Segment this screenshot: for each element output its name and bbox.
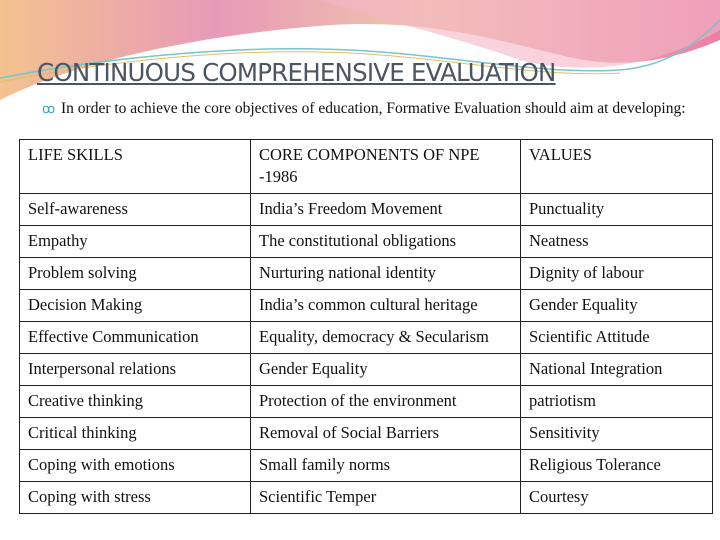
life-skill-cell: Decision Making [20,290,251,322]
core-component-cell: Nurturing national identity [251,258,521,290]
core-component-cell: Removal of Social Barriers [251,418,521,450]
life-skill-cell: Interpersonal relations [20,354,251,386]
value-cell: National Integration [521,354,713,386]
decorative-banner [0,0,720,110]
table-row [20,450,713,482]
value-cell: Neatness [521,226,713,258]
value-cell: Gender Equality [521,290,713,322]
table-row [20,194,713,226]
table-row [20,354,713,386]
table-header-row [20,140,713,194]
swirl-bullet-icon: ꝏ [42,101,56,116]
value-cell: Punctuality [521,194,713,226]
core-component-cell: India’s Freedom Movement [251,194,521,226]
life-skill-cell: Effective Communication [20,322,251,354]
table-row [20,226,713,258]
value-cell: patriotism [521,386,713,418]
life-skill-cell: Critical thinking [20,418,251,450]
value-cell: Religious Tolerance [521,450,713,482]
value-cell: Scientific Attitude [521,322,713,354]
table-row [20,386,713,418]
core-component-cell: The constitutional obligations [251,226,521,258]
value-cell: Sensitivity [521,418,713,450]
life-skill-cell: Problem solving [20,258,251,290]
core-component-cell: Gender Equality [251,354,521,386]
header-values: VALUES [521,140,713,194]
table-row [20,322,713,354]
core-component-cell: Scientific Temper [251,482,521,514]
value-cell: Courtesy [521,482,713,514]
value-cell: Dignity of labour [521,258,713,290]
header-life-skills: LIFE SKILLS [20,140,251,194]
table-row [20,258,713,290]
life-skill-cell: Coping with emotions [20,450,251,482]
cce-table [19,139,713,514]
intro-text: In order to achieve the core objectives of education, Formative Evaluation should aim at developing: [61,100,686,117]
core-component-cell: Protection of the environment [251,386,521,418]
life-skill-cell: Coping with stress [20,482,251,514]
table-row [20,418,713,450]
intro-bullet [42,99,692,118]
core-component-cell: Small family norms [251,450,521,482]
table-row [20,482,713,514]
core-component-cell: Equality, democracy & Secularism [251,322,521,354]
table-row [20,290,713,322]
header-core-components: CORE COMPONENTS OF NPE -1986 [251,140,521,194]
life-skill-cell: Empathy [20,226,251,258]
life-skill-cell: Creative thinking [20,386,251,418]
slide-title: CONTINUOUS COMPREHENSIVE EVALUATION [37,58,556,87]
life-skill-cell: Self-awareness [20,194,251,226]
core-component-cell: India’s common cultural heritage [251,290,521,322]
